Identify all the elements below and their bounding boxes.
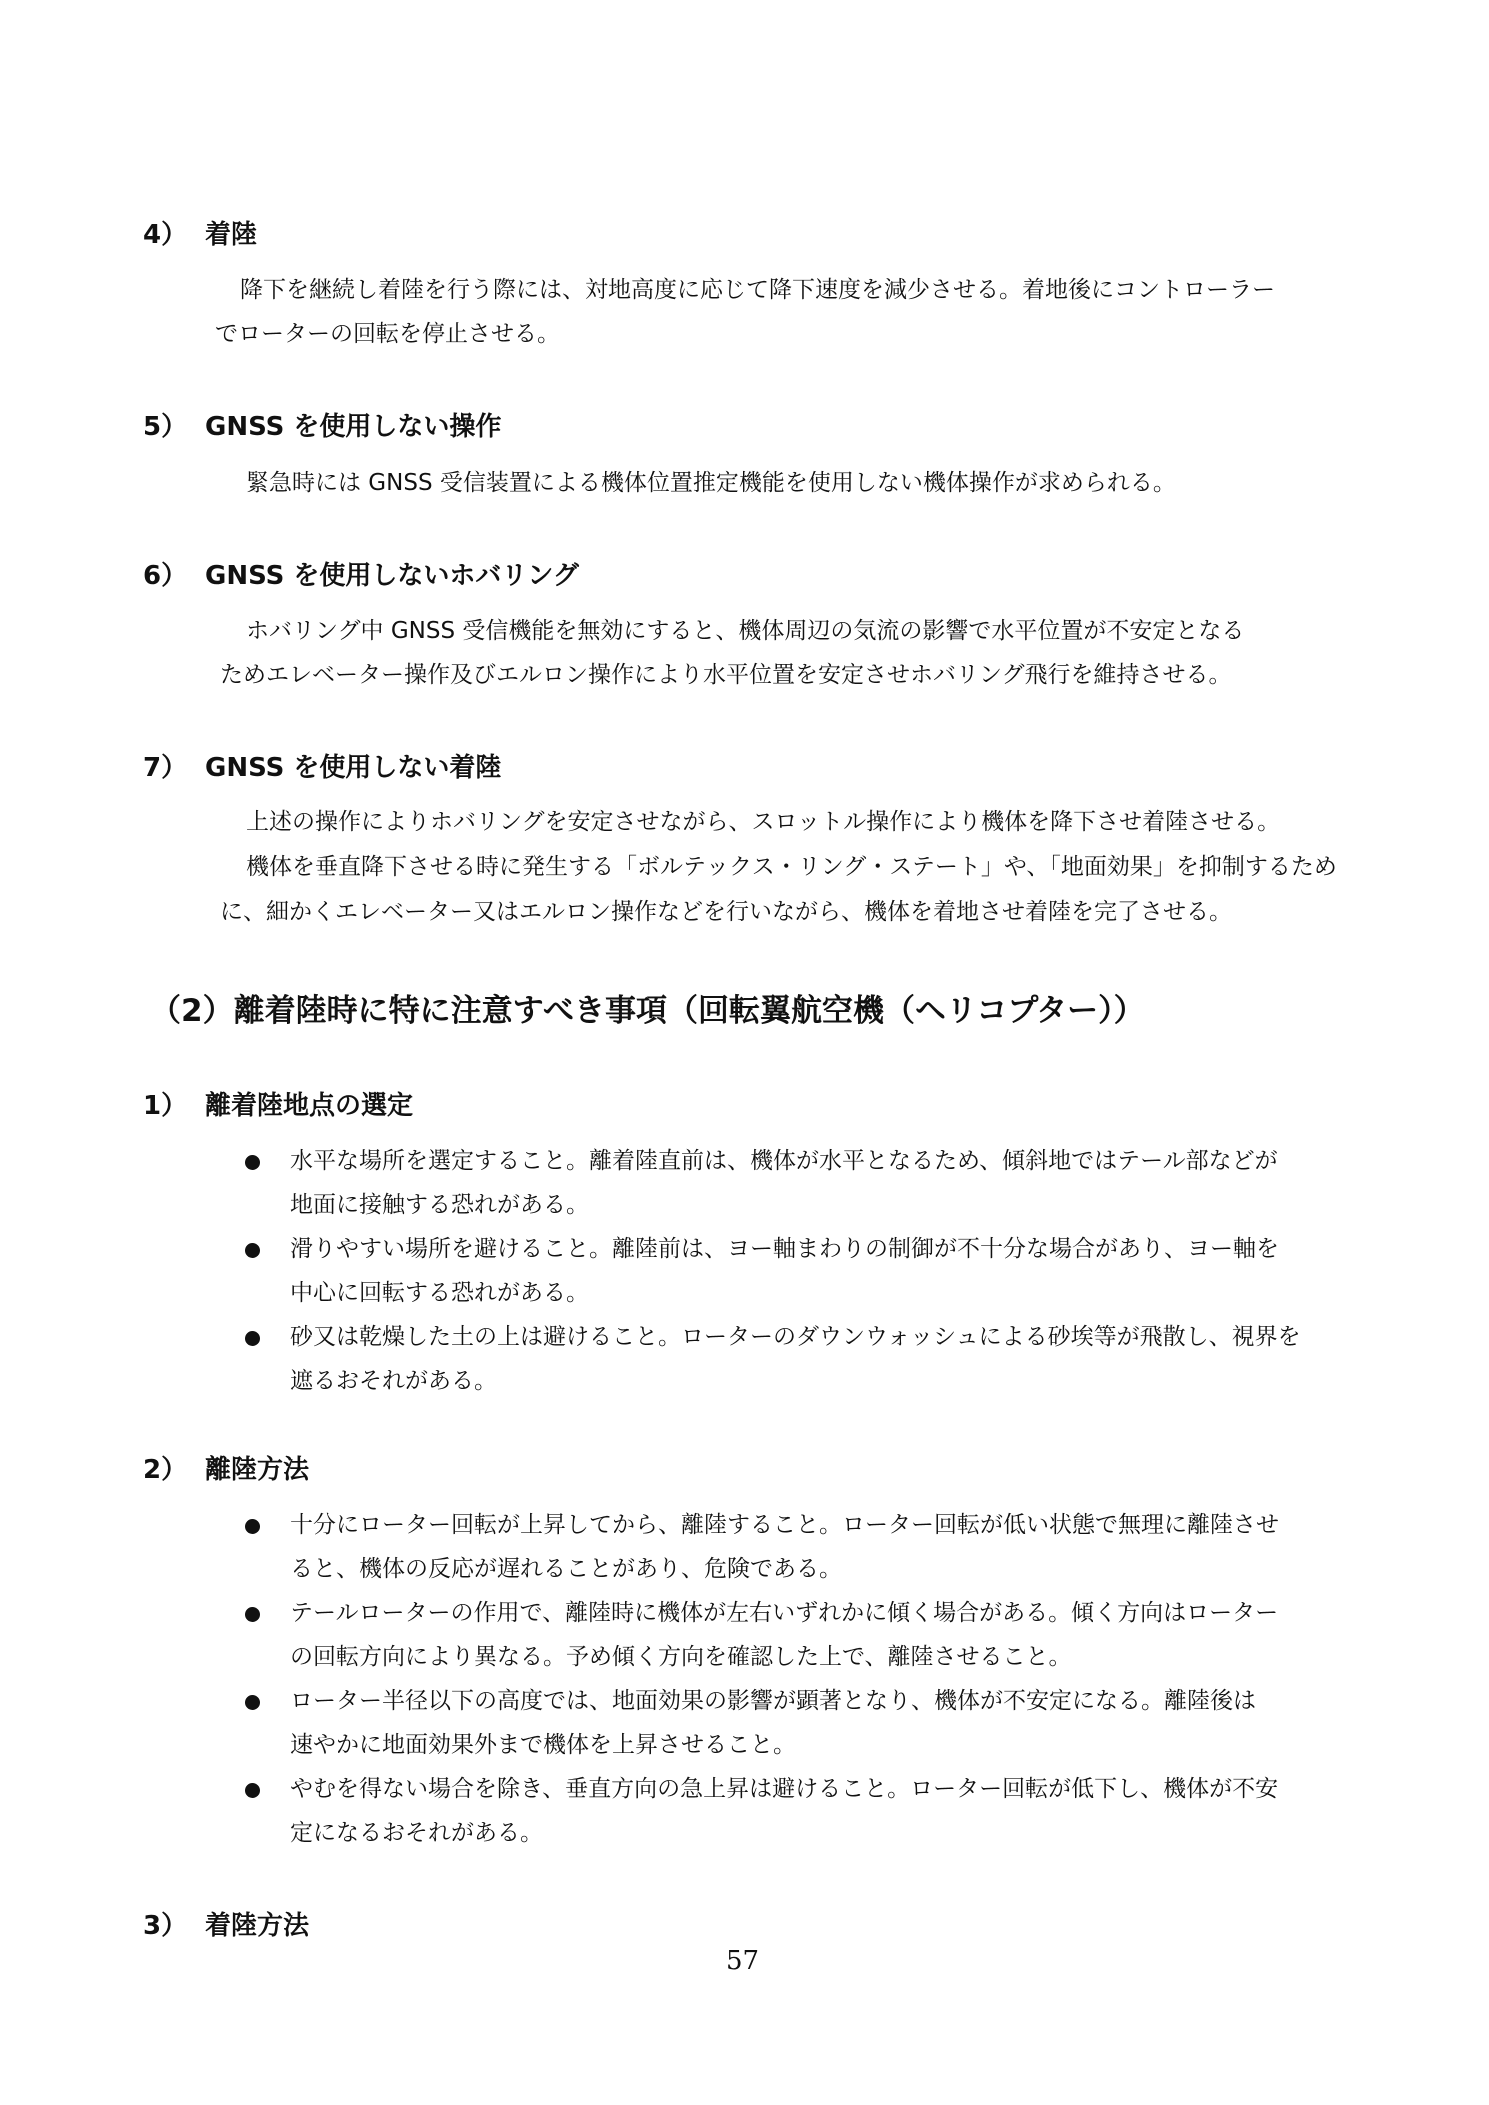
bullet-line: 滑りやすい場所を避けること。離陸前は、ヨー軸まわりの制御が不十分な場合があり、ヨー軸を [290, 1236, 1279, 1262]
paragraph-line: ためエレベーター操作及びエルロン操作により水平位置を安定させホバリング飛行を維持させる。 [220, 662, 1232, 688]
bullet-line: の回転方向により異なる。予め傾く方向を確認した上で、離陸させること。 [290, 1644, 1072, 1670]
bullet-line: 中心に回転する恐れがある。 [290, 1280, 589, 1306]
section-number: 7） [143, 753, 188, 783]
paragraph-line: 緊急時には GNSS 受信装置による機体位置推定機能を使用しない機体操作が求められる。 [246, 470, 1176, 496]
bullet-icon [245, 1155, 260, 1170]
paragraph-line: ホバリング中 GNSS 受信機能を無効にすると、機体周辺の気流の影響で水平位置が不安定となる [246, 618, 1245, 644]
bullet-line: やむを得ない場合を除き、垂直方向の急上昇は避けること。ローター回転が低下し、機体が不安 [290, 1776, 1279, 1802]
bullet-line: 速やかに地面効果外まで機体を上昇させること。 [290, 1732, 796, 1758]
section-heading-7 [143, 747, 501, 784]
subsection-title: 離着陸地点の選定 [205, 1091, 414, 1121]
bullet-line: 砂又は乾燥した土の上は避けること。ローターのダウンウォッシュによる砂埃等が飛散し、視界を [290, 1324, 1301, 1350]
subsection-heading-2 [143, 1449, 309, 1486]
subsection-number: 2） [143, 1455, 188, 1485]
page-number: 57 [726, 1946, 760, 1976]
section-title: GNSS を使用しない着陸 [205, 753, 502, 783]
section-number: 6） [143, 561, 188, 591]
bullet-icon [245, 1243, 260, 1258]
paragraph-line: に、細かくエレベーター又はエルロン操作などを行いながら、機体を着地させ着陸を完了させる。 [220, 899, 1232, 925]
subsection-title: 着陸方法 [205, 1911, 310, 1941]
bullet-line: 十分にローター回転が上昇してから、離陸すること。ローター回転が低い状態で無理に離陸させ [290, 1512, 1279, 1538]
subsection-heading-3 [143, 1905, 309, 1942]
bullet-icon [245, 1331, 260, 1346]
paragraph-line: 降下を継続し着陸を行う際には、対地高度に応じて降下速度を減少させる。着地後にコントローラー [240, 277, 1275, 303]
bullet-icon [245, 1783, 260, 1798]
subsection-number: 3） [143, 1911, 188, 1941]
bullet-icon [245, 1695, 260, 1710]
bullet-line: 遮るおそれがある。 [290, 1368, 497, 1394]
bullet-icon [245, 1519, 260, 1534]
section-heading-6 [143, 555, 579, 592]
section-title: GNSS を使用しない操作 [205, 412, 502, 442]
bullet-icon [245, 1607, 260, 1622]
paragraph-line: 機体を垂直降下させる時に発生する「ボルテックス・リング・ステート」や、「地面効果」を抑制するため [246, 854, 1337, 880]
section-number: 4） [143, 220, 188, 250]
bullet-line: 地面に接触する恐れがある。 [290, 1192, 589, 1218]
main-heading: （2）離着陸時に特に注意すべき事項（回転翼航空機（ヘリコプター）） [150, 993, 1145, 1029]
bullet-line: ると、機体の反応が遅れることがあり、危険である。 [290, 1556, 842, 1582]
paragraph-line: でローターの回転を停止させる。 [215, 321, 560, 347]
section-heading-5 [143, 406, 501, 443]
bullet-line: テールローターの作用で、離陸時に機体が左右いずれかに傾く場合がある。傾く方向はローター [290, 1600, 1279, 1626]
section-title: GNSS を使用しないホバリング [205, 561, 579, 591]
section-heading-4 [143, 214, 257, 251]
section-title: 着陸 [205, 220, 258, 250]
bullet-line: ローター半径以下の高度では、地面効果の影響が顕著となり、機体が不安定になる。離陸後は [290, 1688, 1256, 1714]
bullet-line: 定になるおそれがある。 [290, 1820, 543, 1846]
subsection-title: 離陸方法 [205, 1455, 310, 1485]
paragraph-line: 上述の操作によりホバリングを安定させながら、スロットル操作により機体を降下させ着陸させる。 [246, 809, 1281, 835]
subsection-number: 1） [143, 1091, 188, 1121]
bullet-line: 水平な場所を選定すること。離着陸直前は、機体が水平となるため、傾斜地ではテール部などが [290, 1148, 1278, 1174]
subsection-heading-1 [143, 1085, 413, 1122]
section-number: 5） [143, 412, 188, 442]
